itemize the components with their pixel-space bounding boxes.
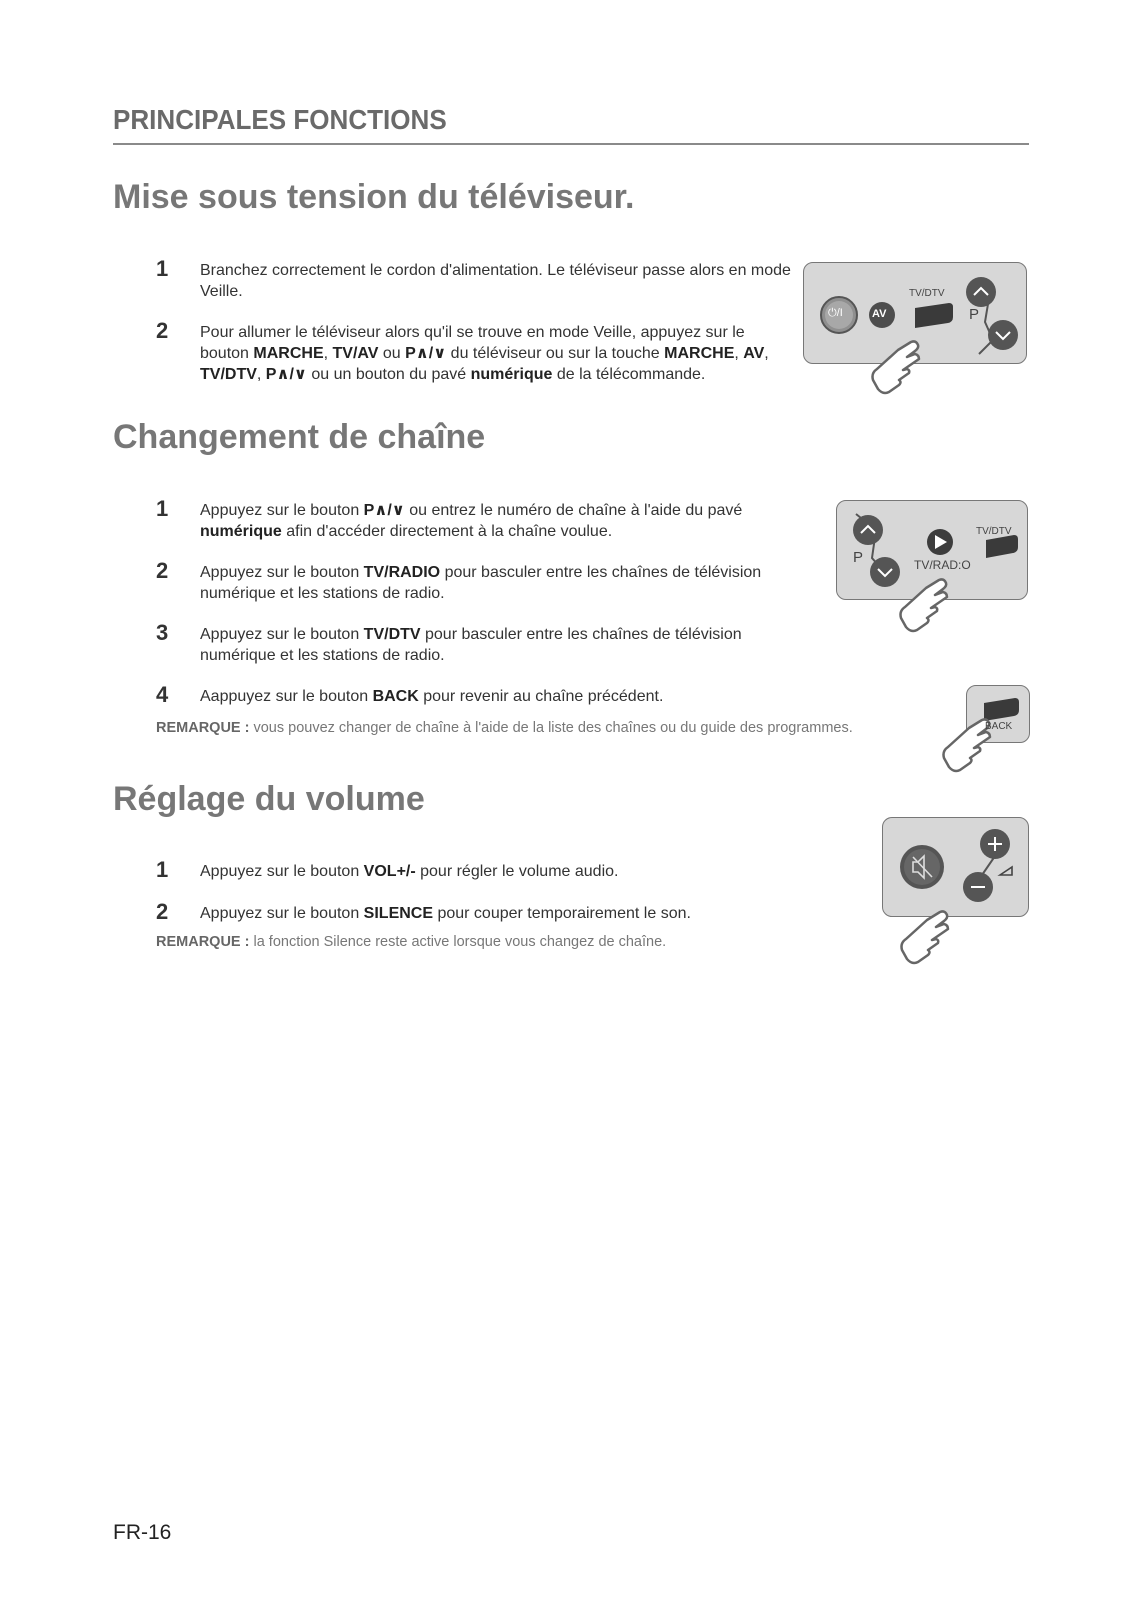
step-text [200,686,663,707]
text-run: pour couper temporairement le son. [433,905,691,922]
bold-term: SILENCE [363,905,434,922]
step-number: 2 [156,558,169,583]
text-run: Pour allumer le téléviseur alors qu'il se trouve en mode Veille, appuyez sur le bouton [200,324,745,362]
text-run: Appuyez sur le bouton [200,564,364,581]
remote-figure-volume [882,817,1032,967]
bold-term: P∧/∨ [405,345,447,362]
text-run: Branchez correctement le cordon d'alimentation. Le téléviseur passe alors en mode Veille. [200,262,791,300]
text-run: ou entrez le numéro de chaîne à l'aide du pavé [404,502,743,519]
step-number: 2 [156,318,169,343]
text-run: afin d'accéder directement à la chaîne voulue. [281,523,613,540]
note [156,934,666,950]
text-run: ou [378,345,406,362]
section-title-volume: Réglage du volume [113,780,425,818]
bold-term: numérique [470,366,553,383]
bold-term: numérique [200,523,282,540]
tvdtv-label: TV/DTV [976,526,1012,537]
text-run: , [764,345,769,362]
step-number: 1 [156,857,169,882]
page-header-title: PRINCIPALES FONCTIONS [113,104,447,135]
section-title-power: Mise sous tension du téléviseur. [113,178,635,216]
text-run: pour régler le volume audio. [415,863,619,880]
step-text [200,861,618,882]
text-run: pour basculer entre les chaînes de télévision numérique et les stations de radio. [200,626,742,664]
remote-figure-back [932,685,1032,785]
text-run: du téléviseur ou sur la touche [446,345,665,362]
text-run: pour revenir au chaîne précédent. [418,688,664,705]
step-text [200,624,796,666]
step-number: 4 [156,682,169,707]
step-number: 1 [156,496,169,521]
bold-term: P∧/∨ [363,502,405,519]
step-text [200,322,796,385]
bold-term: AV [743,345,765,362]
p-label: P [969,306,980,323]
power-icon: ⏻/I [828,307,843,319]
remote-buttons-graphic [882,817,1032,967]
note-label: REMARQUE : [156,934,250,950]
text-run: Appuyez sur le bouton [200,502,364,519]
bold-term: BACK [372,688,419,705]
note [156,720,853,736]
remote-buttons-graphic [932,685,1032,785]
page-number: FR-16 [113,1521,172,1544]
av-button-label: AV [872,308,887,320]
bold-term: VOL+/- [363,863,416,880]
text-run: ou un bouton du pavé [306,366,471,383]
bold-term: TV/DTV [200,366,257,383]
back-label: BACK [985,721,1013,732]
bold-term: TV/AV [332,345,379,362]
remote-buttons-graphic [803,262,1029,402]
tvdtv-label: TV/DTV [909,288,945,299]
note-text: vous pouvez changer de chaîne à l'aide de la liste des chaînes ou du guide des programmes. [249,720,853,736]
text-run: , [256,366,266,383]
section-title-channel: Changement de chaîne [113,418,486,456]
text-run: pour basculer entre les chaînes de télévision numérique et les stations de radio. [200,564,762,602]
bold-term: TV/RADIO [363,564,441,581]
step-number: 2 [156,899,169,924]
text-run: de la télécommande. [552,366,706,383]
text-run: Appuyez sur le bouton [200,905,364,922]
bold-term: TV/DTV [363,626,421,643]
note-label: REMARQUE : [156,720,250,736]
tvradio-label: TV/RAD:O [914,558,971,572]
bold-term: MARCHE [253,345,324,362]
step-number: 1 [156,256,169,281]
step-text [200,562,796,604]
note-text: la fonction Silence reste active lorsque vous changez de chaîne. [249,934,667,950]
step-text [200,260,796,302]
header-rule [113,143,1029,145]
step-number: 3 [156,620,169,645]
p-label: P [853,549,864,566]
remote-figure-channel [836,500,1032,645]
remote-buttons-graphic [836,500,1032,645]
step-text [200,500,796,542]
text-run: , [734,345,744,362]
bold-term: MARCHE [664,345,735,362]
bold-term: P∧/∨ [265,366,307,383]
text-run: Appuyez sur le bouton [200,626,364,643]
text-run: Aappuyez sur le bouton [200,688,373,705]
text-run: , [323,345,333,362]
step-text [200,903,691,924]
text-run: Appuyez sur le bouton [200,863,364,880]
remote-figure-power [803,262,1029,402]
